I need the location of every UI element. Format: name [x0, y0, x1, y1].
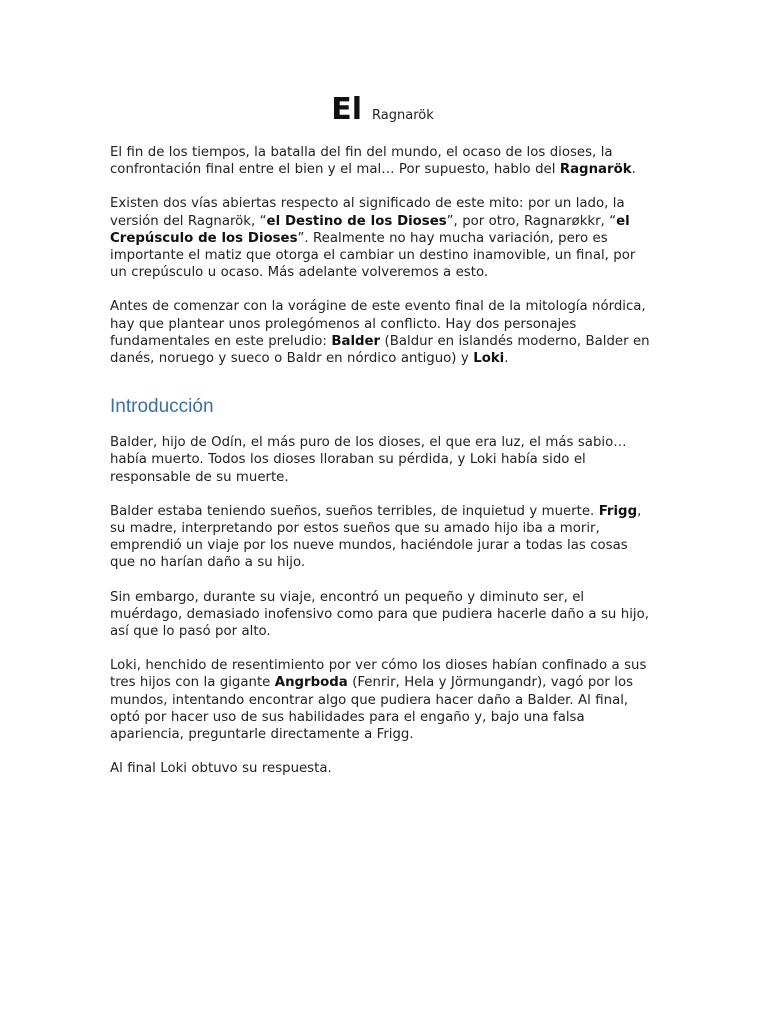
bold-term-ragnarok: Ragnarök — [559, 162, 632, 178]
text-run: Sin embargo, durante su viaje, encontró un pequeño y diminuto ser, el muérdago, demasiado inofensivo como para que pudiera hacerle daño a su hijo, así que lo pasó por alto. — [110, 589, 649, 640]
document-title — [110, 92, 655, 128]
text-run: , su madre, interpretando por estos sueños que su amado hijo iba a morir, emprendió un viaje por los nueve mundos, haciéndole jurar a todas las cosas que no harían daño a su hijo. — [110, 503, 642, 571]
text-run: . — [504, 351, 509, 367]
paragraph-mistletoe — [110, 589, 655, 641]
text-run: . — [631, 162, 636, 178]
bold-term-balder: Balder — [331, 333, 381, 349]
text-run: El fin de los tiempos, la batalla del fin del mundo, el ocaso de los dioses, la confrontación final entre el bien y el mal… Por supuesto, hablo del — [110, 145, 613, 178]
text-run: (Fenrir, Hela y Jörmungandr), vagó por los mundos, intentando encontrar algo que pudiera hacer daño a Balder. Al final, optó por hacer uso de sus habilidades para el engaño y, bajo una falsa apariencia, preguntarle directamente a Frigg. — [110, 675, 634, 743]
text-run: ”, por otro, Ragnarøkkr, “ — [446, 213, 617, 229]
bold-term-angrboda: Angrboda — [274, 675, 348, 691]
title-el: El — [331, 92, 363, 127]
text-run: (Baldur en islandés moderno, Balder en danés, noruego y sueco o Baldr en nórdico antiguo) y — [110, 333, 650, 367]
paragraph-meaning — [110, 195, 655, 281]
text-run: Existen dos vías abiertas respecto al significado de este mito: por un lado, la versión del Ragnarök, “ — [110, 196, 625, 229]
title-ragnarok: Ragnarök — [372, 108, 434, 123]
paragraph-balder-death — [110, 434, 655, 486]
text-run: Al final Loki obtuvo su respuesta. — [110, 761, 332, 777]
document-page — [110, 92, 655, 777]
text-run: Balder, hijo de Odín, el más puro de los dioses, el que era luz, el más sabio… había muerto. Todos los dioses lloraban su pérdida, y Loki había sido el responsable de su muerte. — [110, 435, 627, 485]
bold-term-frigg: Frigg — [598, 503, 638, 519]
paragraph-answer — [110, 760, 655, 777]
paragraph-intro — [110, 144, 655, 178]
text-run: Loki, henchido de resentimiento por ver cómo los dioses habían confinado a sus tres hijos con la gigante — [110, 658, 647, 691]
paragraph-loki-search — [110, 657, 655, 743]
paragraph-characters — [110, 298, 655, 367]
section-heading-introduccion: Introducción — [110, 396, 214, 418]
paragraph-dreams — [110, 503, 655, 572]
bold-term-destino: el Destino de los Dioses — [266, 213, 447, 229]
bold-term-crepusculo: el Crepúsculo de los Dioses — [110, 213, 630, 246]
text-run: ”. Realmente no hay mucha variación, pero es importante el matiz que otorga el cambiar un destino inamovible, un final, por un crepúsculo u ocaso. Más adelante volveremos a esto. — [110, 230, 636, 281]
text-run: Antes de comenzar con la vorágine de este evento final de la mitología nórdica, hay que plantear unos prolegómenos al conflicto. Hay dos personajes fundamentales en este preludio: — [110, 299, 646, 349]
bold-term-loki: Loki — [473, 351, 505, 367]
text-run: Balder estaba teniendo sueños, sueños terribles, de inquietud y muerte. — [110, 503, 599, 519]
